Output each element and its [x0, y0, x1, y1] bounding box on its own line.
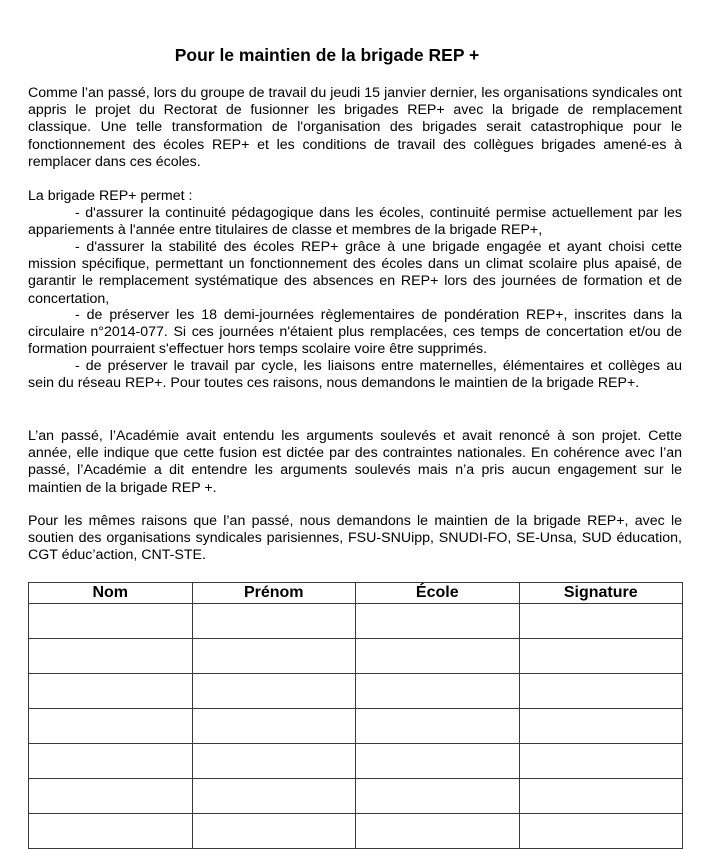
demand-paragraph: Pour les mêmes raisons que l’an passé, nous demandons le maintien de la brigade REP+, avec le soutien des organisations syndicales parisiennes, FSU-SNUipp, SNUDI-FO, SE-Unsa, SUD éducation, CGT éduc’action, CNT-STE. — [28, 513, 682, 564]
cell-nom[interactable] — [29, 604, 193, 639]
table-row — [29, 639, 683, 674]
cell-ecole[interactable] — [356, 639, 520, 674]
cell-signature[interactable] — [519, 779, 683, 814]
column-header-ecole: École — [356, 583, 520, 604]
list-intro: La brigade REP+ permet : — [28, 188, 193, 204]
cell-prenom[interactable] — [192, 639, 356, 674]
cell-signature[interactable] — [519, 744, 683, 779]
cell-ecole[interactable] — [356, 779, 520, 814]
cell-ecole[interactable] — [356, 814, 520, 849]
table-row — [29, 709, 683, 744]
table-row — [29, 779, 683, 814]
cell-ecole[interactable] — [356, 744, 520, 779]
list-item-continuity: - d'assurer la continuité pédagogique dans les écoles, continuité permise actuellement par les appariements à l'année entre titulaires de classe et membres de la brigade REP+, — [28, 205, 682, 239]
signature-table — [28, 582, 683, 849]
table-row — [29, 744, 683, 779]
cell-signature[interactable] — [519, 814, 683, 849]
table-row — [29, 674, 683, 709]
cell-prenom[interactable] — [192, 814, 356, 849]
cell-prenom[interactable] — [192, 674, 356, 709]
table-row — [29, 814, 683, 849]
cell-nom[interactable] — [29, 674, 193, 709]
cell-prenom[interactable] — [192, 604, 356, 639]
cell-signature[interactable] — [519, 639, 683, 674]
academie-paragraph: L’an passé, l’Académie avait entendu les arguments soulevés et avait renoncé à son projet. Cette année, elle indique que cette fusion est dictée par des contraintes nationales. En cohérence avec l’an passé, l’Académie a dit entendre les arguments soulevés mais n’a pris aucun engagement sur le maintien de la brigade REP +. — [28, 428, 682, 496]
cell-prenom[interactable] — [192, 744, 356, 779]
column-header-signature: Signature — [519, 583, 683, 604]
list-item-stability: - d'assurer la stabilité des écoles REP+ grâce à une brigade engagée et ayant choisi cette mission spécifique, permettant un fonctionnement des écoles dans un climat scolaire plus apaisé, de garantir le remplacement systématique des absences en REP+ lors des journées de formation et de concertation, — [28, 239, 682, 307]
cell-ecole[interactable] — [356, 674, 520, 709]
list-item-cycle-work: - de préserver le travail par cycle, les liaisons entre maternelles, élémentaires et collèges au sein du réseau REP+. Pour toutes ces raisons, nous demandons le maintien de la brigade REP+. — [28, 358, 682, 392]
column-header-prenom: Prénom — [192, 583, 356, 604]
column-header-nom: Nom — [29, 583, 193, 604]
cell-nom[interactable] — [29, 709, 193, 744]
cell-signature[interactable] — [519, 674, 683, 709]
document-title: Pour le maintien de la brigade REP + — [174, 45, 480, 65]
cell-prenom[interactable] — [192, 779, 356, 814]
cell-signature[interactable] — [519, 604, 683, 639]
table-header-row — [29, 583, 683, 604]
cell-prenom[interactable] — [192, 709, 356, 744]
cell-nom[interactable] — [29, 814, 193, 849]
cell-nom[interactable] — [29, 779, 193, 814]
cell-ecole[interactable] — [356, 604, 520, 639]
cell-nom[interactable] — [29, 639, 193, 674]
cell-ecole[interactable] — [356, 709, 520, 744]
list-item-half-days: - de préserver les 18 demi-journées règlementaires de pondération REP+, inscrites dans la circulaire n°2014-077. Si ces journées n'étaient plus remplacées, ces temps de concertation et/ou de formation pourraient s'effectuer hors temps scolaire voire être supprimés. — [28, 307, 682, 358]
cell-signature[interactable] — [519, 709, 683, 744]
intro-paragraph: Comme l’an passé, lors du groupe de travail du jeudi 15 janvier dernier, les organisations syndicales ont appris le projet du Rectorat de fusionner les brigades REP+ avec la brigade de remplacement classique. Une telle transformation de l'organisation des brigades serait catastrophique pour le fonctionnement des écoles REP+ et les conditions de travail des collègues brigades amené-es à remplacer dans ces écoles. — [28, 85, 682, 170]
cell-nom[interactable] — [29, 744, 193, 779]
table-row — [29, 604, 683, 639]
